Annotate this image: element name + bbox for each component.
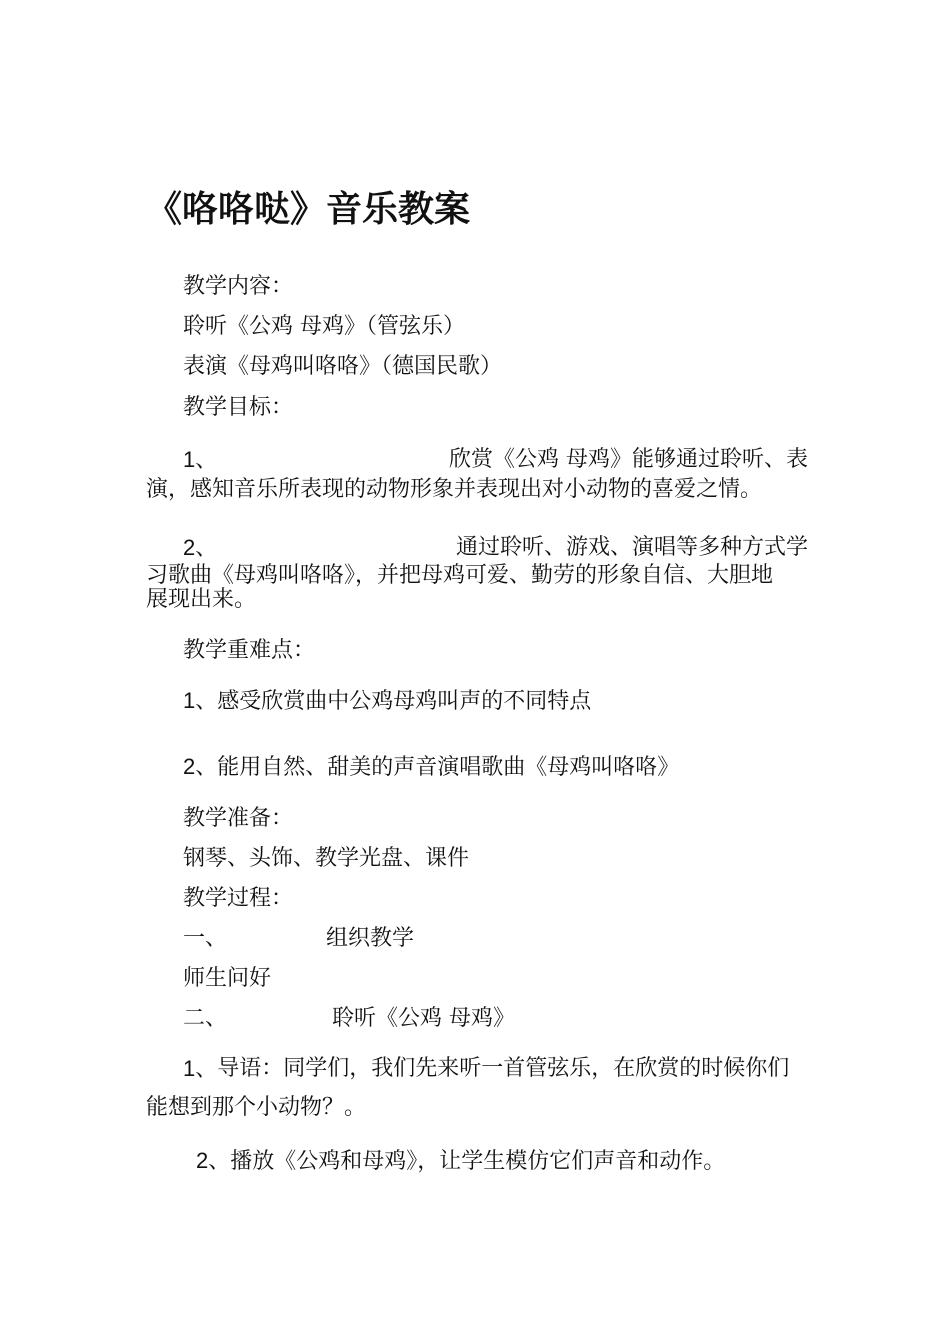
goal-number: 1、 — [183, 447, 218, 472]
goal-paragraph — [146, 445, 808, 505]
listen-item-text: 播放《公鸡和母鸡》，让学生模仿它们声音和动作。 — [230, 1149, 726, 1174]
content-item: 表演《母鸡叫咯咯》（德国民歌） — [183, 354, 503, 379]
listen-item-number: 1、 — [183, 1056, 218, 1081]
process-step-title: 聆听《公鸡 母鸡》 — [332, 1006, 515, 1031]
process-step-number: 一、 — [183, 926, 228, 951]
process-step-detail: 师生问好 — [183, 966, 272, 991]
key-point-text: 能用自然、甜美的声音演唱歌曲《母鸡叫咯咯》 — [217, 755, 680, 780]
process-step — [183, 1006, 515, 1032]
listen-item-text-continued: 能想到那个小动物？。 — [146, 1095, 367, 1120]
listen-item — [196, 1148, 725, 1175]
key-heading: 教学重难点： — [183, 638, 316, 663]
prep-text: 钢琴、头饰、教学光盘、课件 — [183, 846, 470, 871]
key-point — [183, 688, 591, 715]
goal-text: 欣赏《公鸡 母鸡》能够通过聆听、表 — [449, 447, 808, 472]
goal-number: 2、 — [183, 535, 218, 560]
goal-text-continued: 展现出来。 — [146, 587, 257, 612]
content-heading: 教学内容： — [183, 274, 294, 299]
goal-paragraph — [146, 534, 808, 614]
document-title: 《咯咯哒》音乐教案 — [146, 189, 471, 230]
prep-heading: 教学准备： — [183, 806, 294, 831]
content-item: 聆听《公鸡 母鸡》（管弦乐） — [183, 314, 465, 339]
listen-item-text: 导语：同学们，我们先来听一首管弦乐，在欣赏的时候你们 — [217, 1056, 790, 1081]
key-point — [183, 754, 679, 781]
process-step-number: 二、 — [183, 1006, 228, 1031]
goal-text-continued: 演，感知音乐所表现的动物形象并表现出对小动物的喜爱之情。 — [146, 477, 763, 502]
process-heading: 教学过程： — [183, 886, 294, 911]
key-point-number: 1、 — [183, 688, 218, 713]
process-step-title: 组织教学 — [326, 926, 415, 951]
goals-heading: 教学目标： — [183, 395, 294, 420]
listen-item-number: 2、 — [196, 1148, 231, 1173]
key-point-text: 感受欣赏曲中公鸡母鸡叫声的不同特点 — [217, 689, 592, 714]
goal-text-continued: 习歌曲《母鸡叫咯咯》，并把母鸡可爱、勤劳的形象自信、大胆地 — [146, 563, 774, 588]
goal-text: 通过聆听、游戏、演唱等多种方式学 — [455, 535, 808, 560]
listen-paragraph — [146, 1054, 808, 1123]
process-step — [183, 926, 414, 952]
key-point-number: 2、 — [183, 754, 218, 779]
